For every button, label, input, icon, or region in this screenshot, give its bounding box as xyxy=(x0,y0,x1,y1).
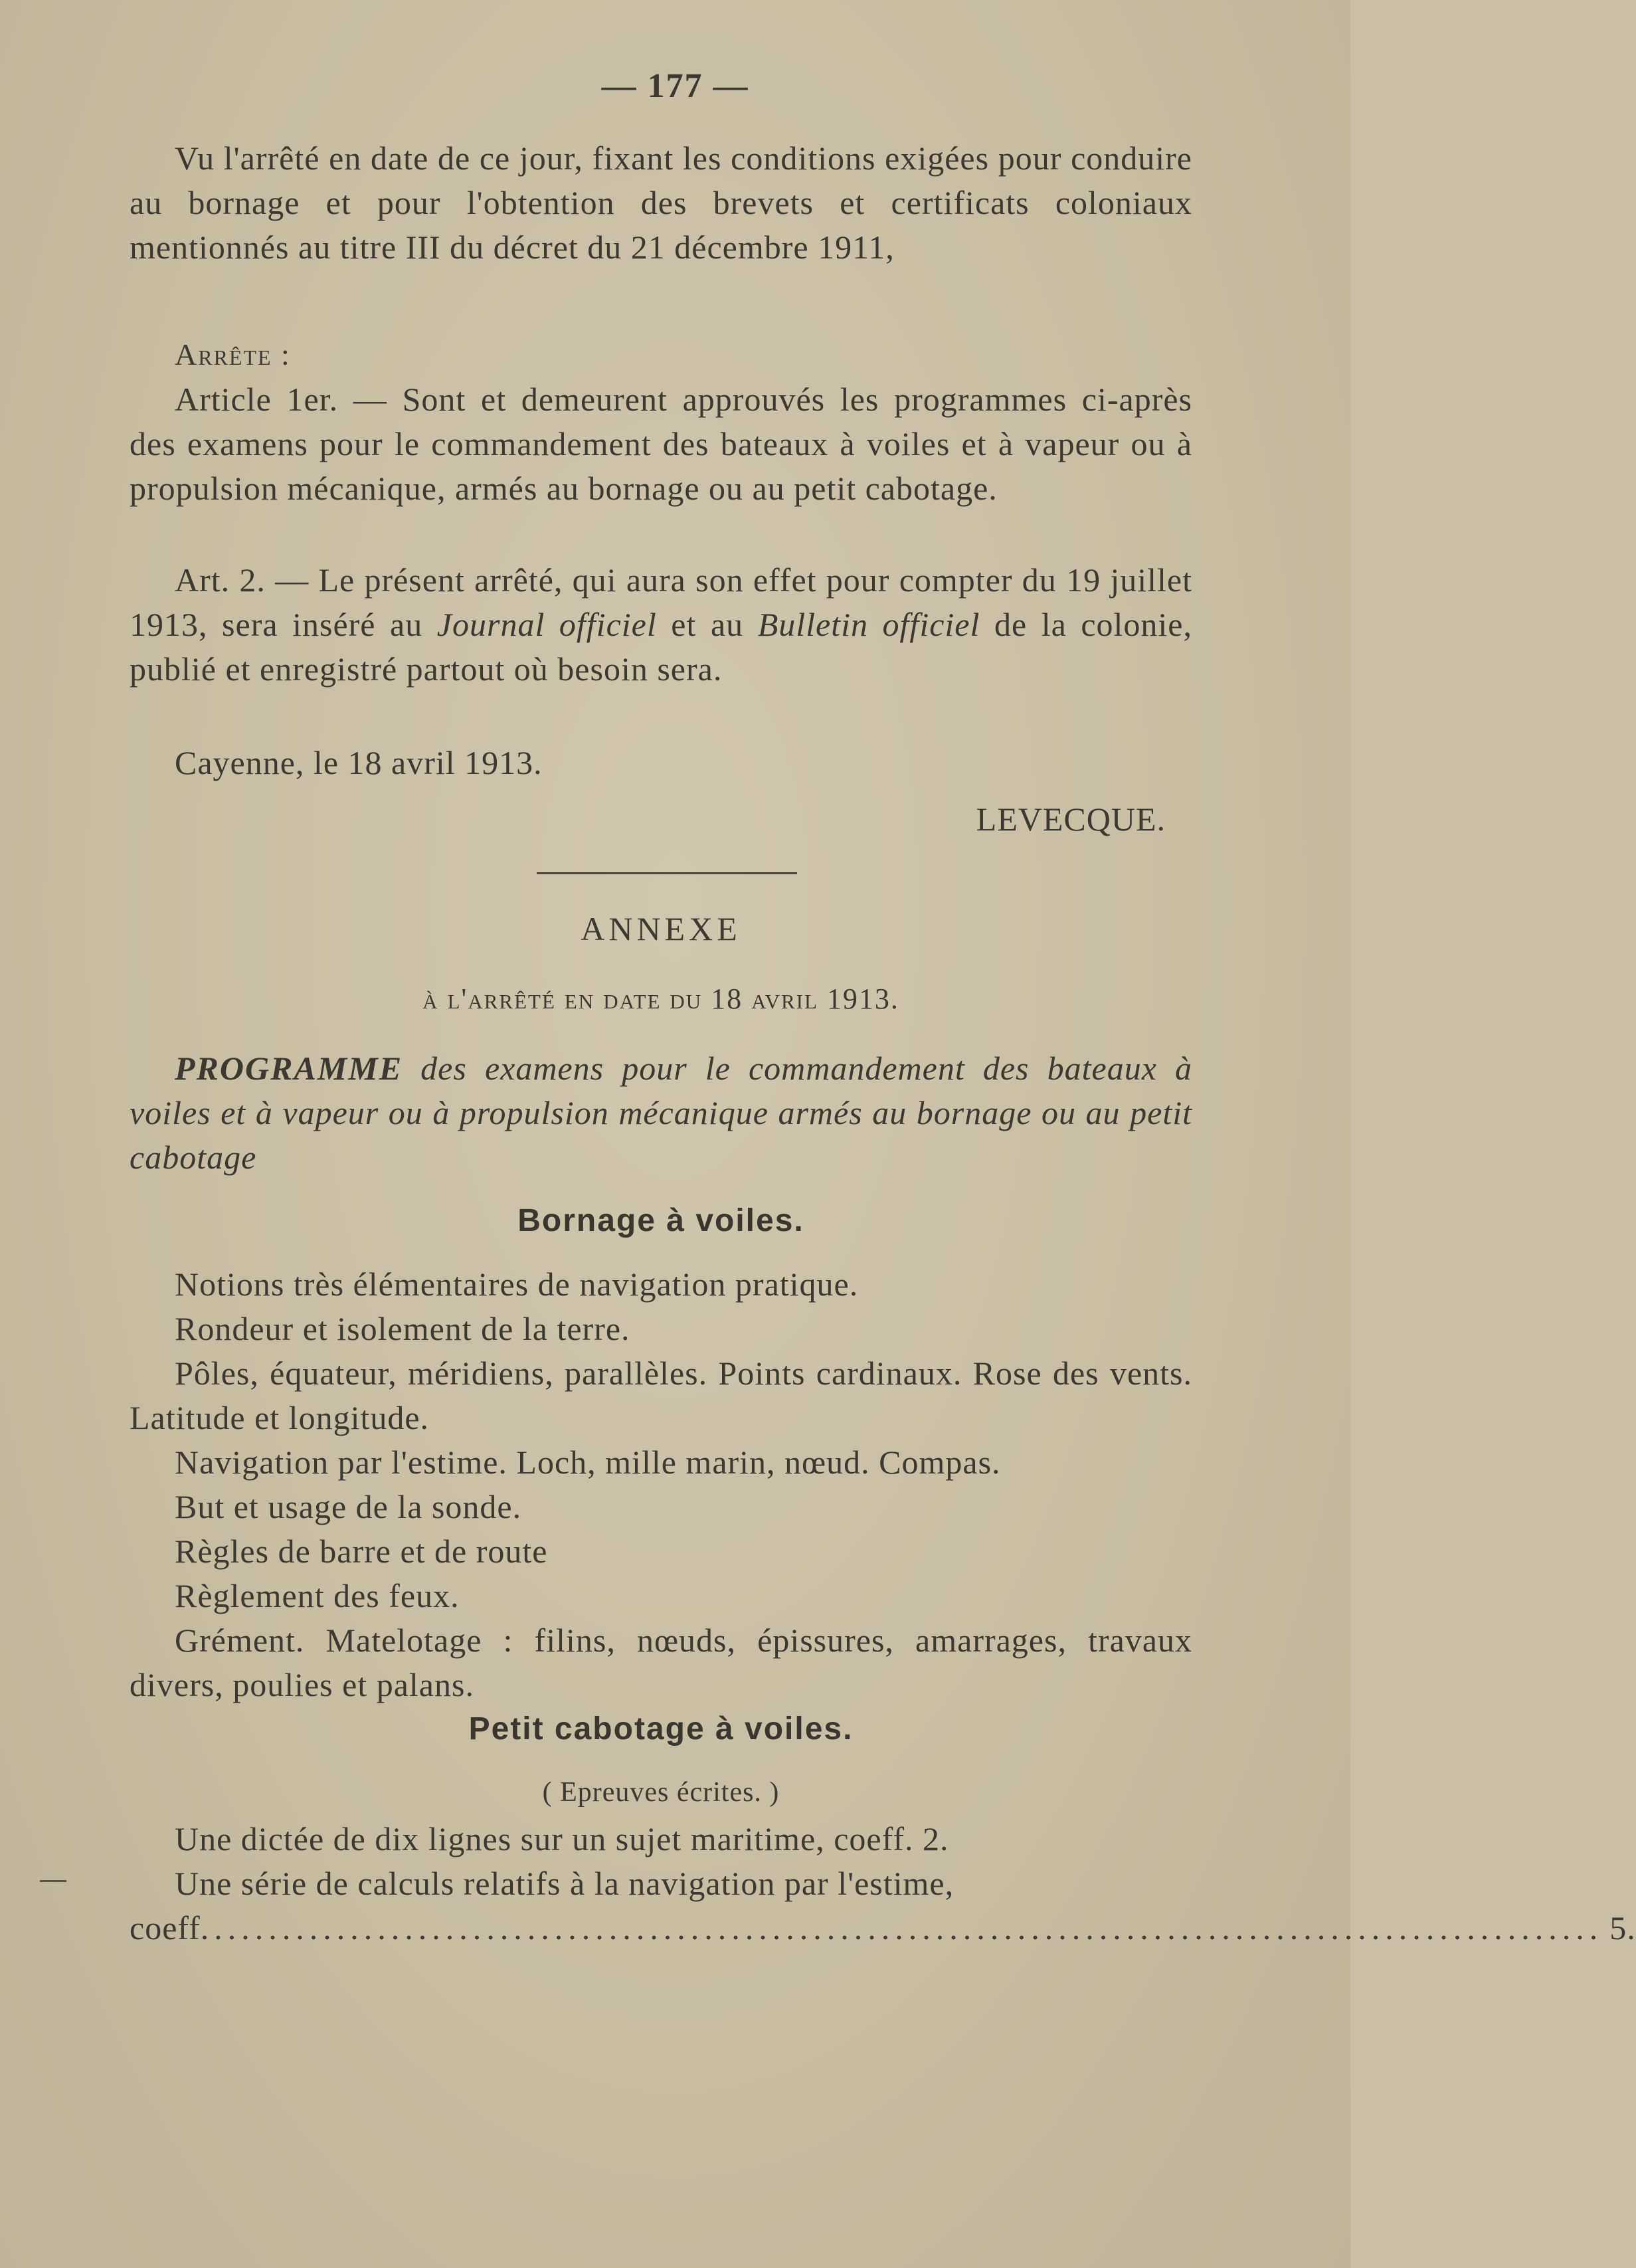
article-1-block xyxy=(130,377,1192,511)
section-2-subtitle: ( Epreuves écrites. ) xyxy=(542,1777,780,1808)
signature-block xyxy=(130,797,1192,842)
list-item: Règles de barre et de route xyxy=(175,1533,548,1570)
dot-leader: ....................................................................................................... xyxy=(200,1909,1603,1946)
preamble-block xyxy=(130,136,1192,270)
section-1-heading-block xyxy=(130,1202,1192,1239)
section-2-title: Petit cabotage à voiles. xyxy=(468,1711,854,1747)
article-1-paragraph: Article 1er. — Sont et demeurent approuvés les programmes ci-après des examens pour le commandement des bateaux à voiles et à vapeur ou à propulsion mécanique, armés au bornage ou au petit cabotage. xyxy=(130,381,1192,507)
article-2-journal: Journal officiel xyxy=(436,606,657,643)
annex-title-block xyxy=(130,907,1192,951)
article-2-text-a: Art. 2. — Le présent arrêté, qui aura son effet pour compter du 19 juillet 1913, sera inséré au xyxy=(130,561,1192,643)
section-2-heading-block xyxy=(130,1711,1192,1747)
coeff-label: coeff xyxy=(130,1909,201,1946)
place-date: Cayenne, le 18 avril 1913. xyxy=(175,744,543,781)
list-item: But et usage de la sonde. xyxy=(175,1488,522,1525)
section-1-list xyxy=(130,1262,1192,1707)
list-item: Navigation par l'estime. Loch, mille marin, nœud. Compas. xyxy=(175,1444,1001,1481)
coeff-value: 5. xyxy=(1609,1909,1636,1946)
list-item: Pôles, équateur, méridiens, parallèles. Points cardinaux. Rose des vents. Latitude et longitude. xyxy=(130,1355,1192,1436)
place-date-block xyxy=(130,741,1192,785)
article-2-bulletin: Bulletin officiel xyxy=(757,606,980,643)
list-item: Grément. Matelotage : filins, nœuds, épissures, amarrages, travaux divers, poulies et palans. xyxy=(130,1622,1192,1703)
signature: LEVECQUE. xyxy=(976,801,1166,838)
list-item: Une série de calculs relatifs à la navigation par l'estime, xyxy=(175,1865,954,1902)
section-1-title: Bornage à voiles. xyxy=(517,1203,804,1238)
annex-subtitle-block xyxy=(130,977,1192,1021)
arrete-heading: Arrête : xyxy=(175,337,291,371)
article-2-block xyxy=(130,558,1192,692)
margin-mark xyxy=(40,1880,66,1882)
arrete-block xyxy=(130,332,1192,377)
coeff-line xyxy=(130,1906,1636,1950)
programme-block xyxy=(130,1046,1192,1180)
section-2-subtitle-block xyxy=(130,1770,1192,1815)
section-divider xyxy=(537,872,797,874)
preamble-paragraph: Vu l'arrêté en date de ce jour, fixant les conditions exigées pour conduire au bornage et pour l'obtention des brevets et certificats coloniaux mentionnés au titre III du décret du 21 décembre 1911, xyxy=(130,140,1192,266)
list-item: Une dictée de dix lignes sur un sujet maritime, coeff. 2. xyxy=(175,1820,949,1857)
article-2-paragraph xyxy=(130,558,1192,692)
page-number: — 177 — xyxy=(601,67,749,105)
programme-lead: PROGRAMME xyxy=(175,1050,403,1087)
section-2-list xyxy=(130,1817,1636,1950)
article-2-text-b: et au xyxy=(656,606,758,643)
list-item: Rondeur et isolement de la terre. xyxy=(175,1310,630,1347)
list-item: Notions très élémentaires de navigation pratique. xyxy=(175,1266,859,1303)
annex-title: ANNEXE xyxy=(581,910,741,947)
programme-text: des examens pour le commandement des bateaux à voiles et à vapeur ou à propulsion mécanique armés au bornage ou au petit cabotage xyxy=(130,1050,1192,1176)
programme-paragraph xyxy=(130,1046,1192,1180)
annex-subtitle: à l'arrêté en date du 18 avril 1913. xyxy=(422,983,899,1015)
list-item: Règlement des feux. xyxy=(175,1577,460,1614)
article-2-text-c: de la colonie, publié et enregistré partout où besoin sera. xyxy=(130,606,1192,688)
